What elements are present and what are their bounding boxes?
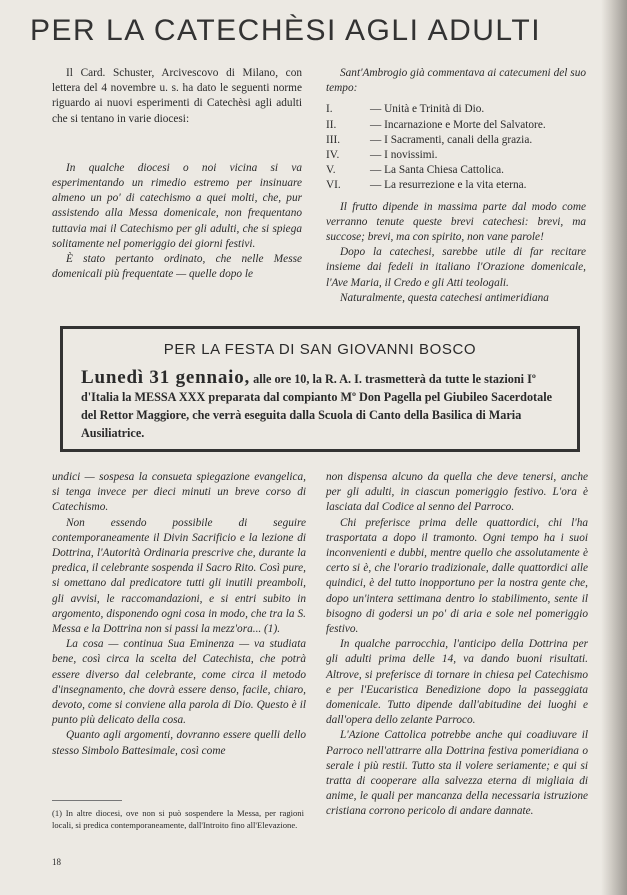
paragraph: In qualche diocesi o noi vicina si va esperimentando un rimedio estremo per insinuare almeno un po' di catechismo a quei molti, che, pur assistendo alla Messa domenicale, non frequentano tuttavia mai il Catechismo per gli adulti, che si spiega solitamente nel pomeriggio dei giorni festivi. bbox=[52, 161, 302, 250]
list-item: III. — I Sacramenti, canali della grazia. bbox=[326, 133, 533, 146]
paragraph: Il Card. Schuster, Arcivescovo di Milano, con lettera del 4 novembre u. s. ha dato le seguenti norme riguardo ai nuovi esperimenti di Catechèsi agli adulti che si tentano in varie diocesi: bbox=[52, 67, 302, 125]
list-item: I. — Unità e Trinità di Dio. bbox=[326, 103, 485, 116]
announcement-text: alle ore 10, la R. A. I. trasmetterà da tutte le stazioni Iº d'Italia la MESSA XXX preparata dal compianto Mº Don Pagella pel Giubileo Sacerdotale del Rettor Maggiore, che verrà eseguita dalla Scuola di Canto della Basilica di Maria Ausiliatrice. bbox=[81, 372, 552, 440]
paragraph: Quanto agli argomenti, dovranno essere quelli dello stesso Simbolo Battesimale, così come bbox=[52, 729, 306, 757]
paragraph: L'Azione Cattolica potrebbe anche qui coadiuvare il Parroco nell'attrarre alla Dottrina festiva pomeridiana o serale i più restii. Tutto sta il volere seriamente; e qui si tratta di cooperare alla salvezza eterna di migliaia di anime, le quali per mancanza della necessaria istruzione cristiana corrono pericolo di andare dannate. bbox=[326, 729, 588, 818]
paragraph: In qualche parrocchia, l'anticipo della Dottrina per gli adulti prima delle 14, va dando buoni risultati. Altrove, si preferisce di tornare in chiesa pel Catechismo e per l'Eucaristica Benedizione dopo la passeggiata domenicale. Tutto dipende dall'abitudine dei luoghi e dall'opera dello zelante Parroco. bbox=[326, 638, 588, 727]
page-number: 18 bbox=[52, 857, 61, 867]
paragraph: Chi preferisce prima delle quattordici, chi l'ha trasportata a dopo il tramonto. Ogni tempo ha i suoi inconvenienti e dubbi, mentre quello che assolutamente è certo si è, che l'orario tradizionale, dalle quattordici alle quindici, è del tutto inopportuno per la nostra gente che, dopo un'intera settimana dentro lo stabilimento, sente il bisogno di godersi un po' di aria e sole nel pomeriggio festivo. bbox=[326, 516, 588, 636]
announcement-heading: PER LA FESTA DI SAN GIOVANNI BOSCO bbox=[163, 341, 477, 358]
paragraph: Non essendo possibile di seguire contemporaneamente il Divin Sacrificio e la lezione di Dottrina, l'Autorità Ordinaria prescrive che, durante la predica, il celebrante sospenda il Sacro Rito. Così pure, si omettano dal predicatore tutti gli inutili preamboli, gli avvisi, le raccomandazioni, e si entri subito in argomento, disponendo ogni cosa in modo, che tra la S. Messa e la Dottrina non si passi la mezz'ora... (1). bbox=[52, 516, 306, 636]
paragraph: È stato pertanto ordinato, che nelle Messe domenicali più frequentate — quelle dopo le bbox=[52, 253, 302, 281]
topic-list bbox=[326, 102, 586, 193]
announcement-date: Lunedì 31 gennaio, bbox=[81, 367, 251, 388]
column-1 bbox=[52, 66, 302, 282]
footnote-divider bbox=[52, 800, 122, 801]
column-3 bbox=[52, 470, 306, 759]
paragraph: Il frutto dipende in massima parte dal modo come verranno tenute queste brevi catechesi: brevi, ma succose; brevi, ma con spirito, non vane parole! bbox=[326, 200, 586, 244]
paragraph: Sant'Ambrogio già commentava ai catecumeni del suo tempo: bbox=[326, 67, 586, 95]
list-item: V. — La Santa Chiesa Cattolica. bbox=[326, 164, 504, 177]
footnote: (1) In altre diocesi, ove non si può sospendere la Messa, per ragioni locali, si predica contemporaneamente, dall'Introito fino all'Elevazione. bbox=[52, 808, 304, 830]
paragraph: Naturalmente, questa catechesi antimeridiana bbox=[340, 291, 549, 304]
list-item: IV. — I novissimi. bbox=[326, 149, 438, 162]
list-item: II. — Incarnazione e Morte del Salvatore. bbox=[326, 118, 546, 131]
paragraph: undici — sospesa la consueta spiegazione evangelica, si tenga invece per dieci minuti un breve corso di Catechismo. bbox=[52, 471, 306, 514]
list-item: VI. — La resurrezione e la vita eterna. bbox=[326, 179, 527, 192]
page-edge-shadow bbox=[601, 0, 627, 895]
paragraph: non dispensa alcuno da quella che deve tenersi, anche per gli adulti, in ciascun pomeriggio festivo. L'ora è lasciata dal Codice al senno del Parroco. bbox=[326, 471, 588, 514]
paragraph: Dopo la catechesi, sarebbe utile di far recitare insieme dai fedeli in italiano l'Orazione domenicale, l'Ave Maria, il Credo e gli Atti teologali. bbox=[326, 246, 586, 289]
paragraph: La cosa — continua Sua Eminenza — va studiata bene, così circa la scelta del Catechista, che potrà essere diverso dal celebrante, come circa il metodo d'insegnamento, che dovrà essere denso, facile, chiaro, devoto, come si conviene alla parola di Dio. Questo è il punto più delicato della cosa. bbox=[52, 638, 306, 727]
page-title: PER LA CATECHÈSI AGLI ADULTI bbox=[30, 14, 542, 47]
column-2 bbox=[326, 66, 586, 306]
announcement-box bbox=[60, 326, 580, 452]
announcement-body bbox=[81, 369, 565, 442]
column-4 bbox=[326, 470, 588, 820]
